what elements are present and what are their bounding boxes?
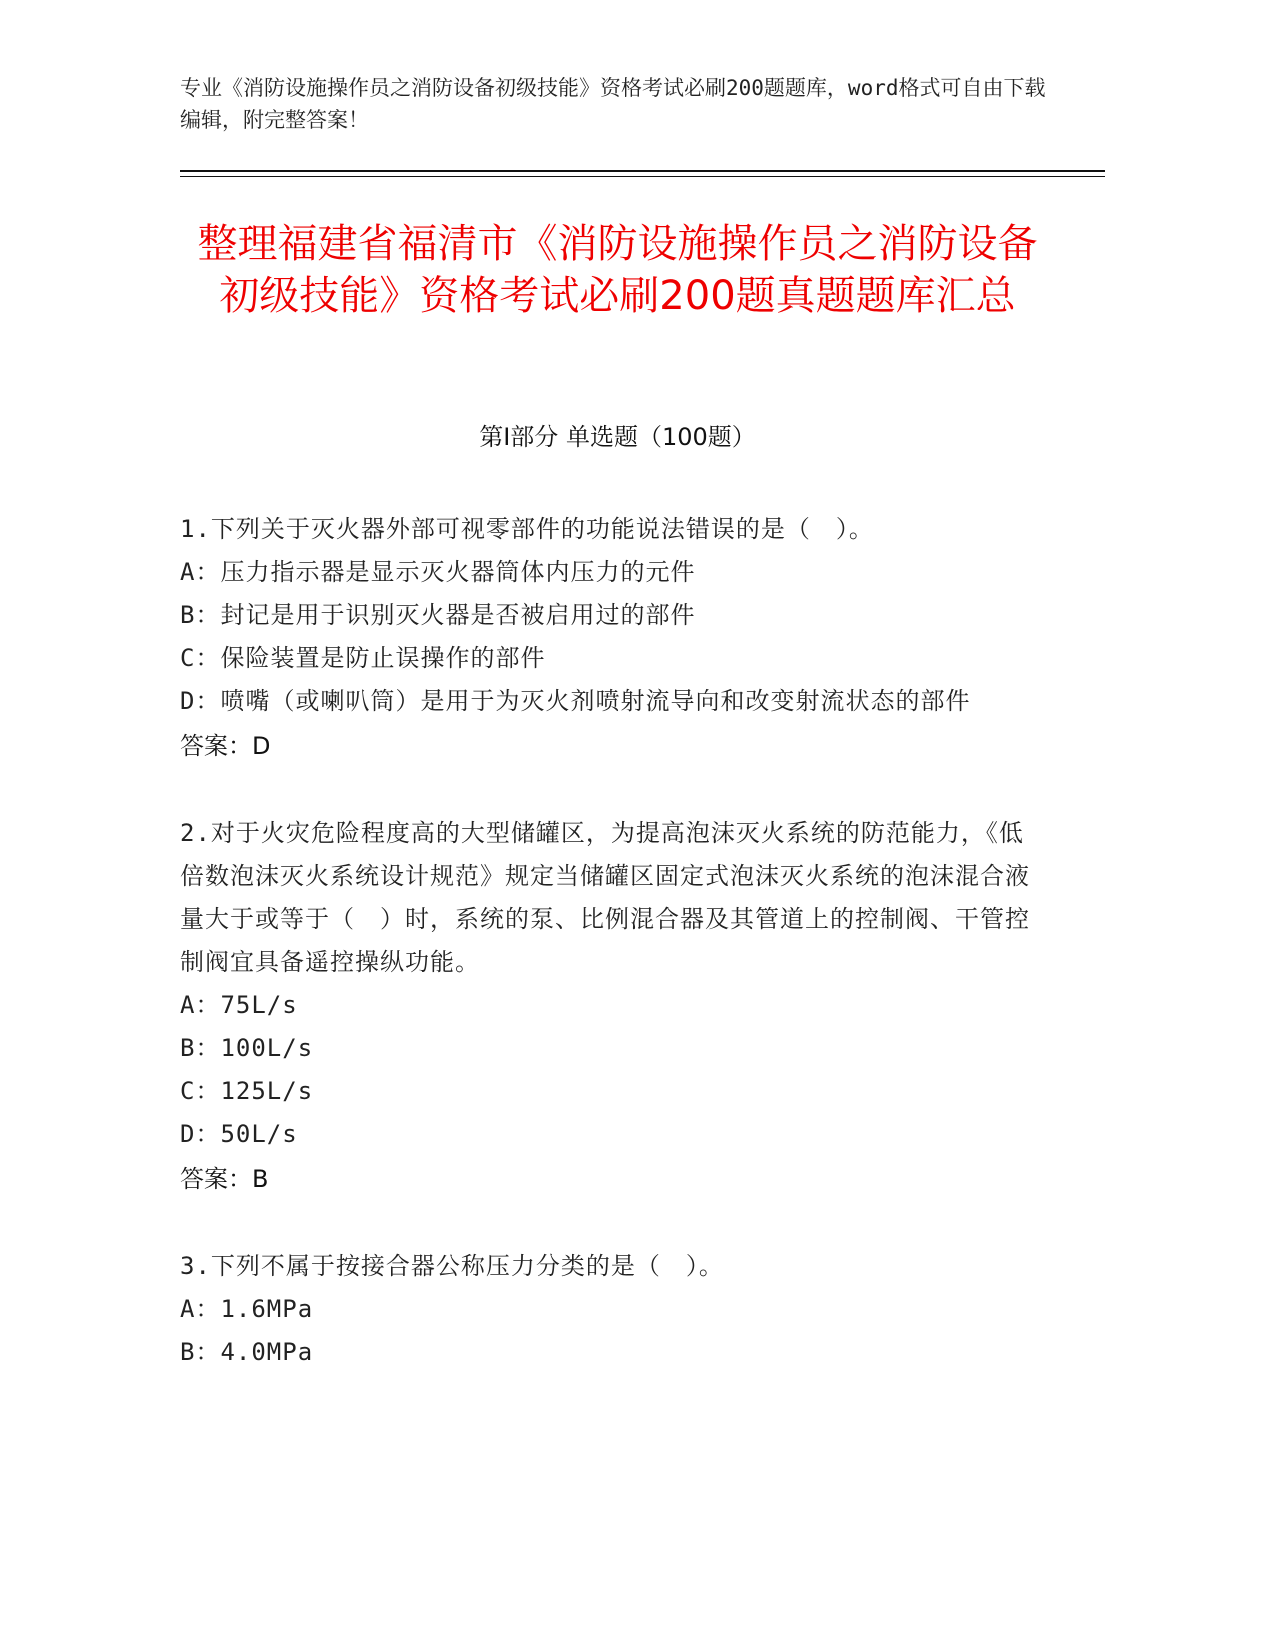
- option-a: A：1.6MPa: [180, 1295, 314, 1323]
- question-list: [180, 508, 1040, 1418]
- question-stem: 2.对于火灾危险程度高的大型储罐区，为提高泡沫灭火系统的防范能力，《低倍数泡沫灭火系统设计规范》规定当储罐区固定式泡沫灭火系统的泡沫混合液量大于或等于（ ）时，系统的泵、比例混合器及其管道上的控制阀、干管控制阀宜具备遥控操纵功能。: [180, 819, 1030, 976]
- question-stem: 1.下列关于灭火器外部可视零部件的功能说法错误的是（ ）。: [180, 515, 874, 543]
- header-divider-thin: [180, 176, 1105, 177]
- question-stem: 3.下列不属于按接合器公称压力分类的是（ ）。: [180, 1252, 724, 1280]
- option-a: A：75L/s: [180, 991, 298, 1019]
- header-note: 专业《消防设施操作员之消防设备初级技能》资格考试必刷200题题库，word格式可自由下载编辑，附完整答案！: [180, 76, 1046, 132]
- answer-line: 答案：B: [180, 1165, 269, 1193]
- option-d: D：喷嘴（或喇叭筒）是用于为灭火剂喷射流导向和改变射流状态的部件: [180, 687, 971, 715]
- option-c: C：125L/s: [180, 1077, 314, 1105]
- question-3: [180, 1245, 1040, 1374]
- question-1: [180, 508, 1040, 768]
- question-2: [180, 812, 1040, 1201]
- option-b: B：100L/s: [180, 1034, 314, 1062]
- option-a: A：压力指示器是显示灭火器筒体内压力的元件: [180, 558, 696, 586]
- section-heading: 第Ⅰ部分 单选题（100题）: [479, 423, 756, 451]
- header-divider-thick: [180, 170, 1105, 172]
- document-title: 整理福建省福清市《消防设施操作员之消防设备初级技能》资格考试必刷200题真题题库汇总: [197, 221, 1038, 319]
- option-b: B：封记是用于识别灭火器是否被启用过的部件: [180, 601, 696, 629]
- option-d: D：50L/s: [180, 1120, 298, 1148]
- answer-line: 答案：D: [180, 732, 271, 760]
- option-b: B：4.0MPa: [180, 1338, 314, 1366]
- option-c: C：保险装置是防止误操作的部件: [180, 644, 546, 672]
